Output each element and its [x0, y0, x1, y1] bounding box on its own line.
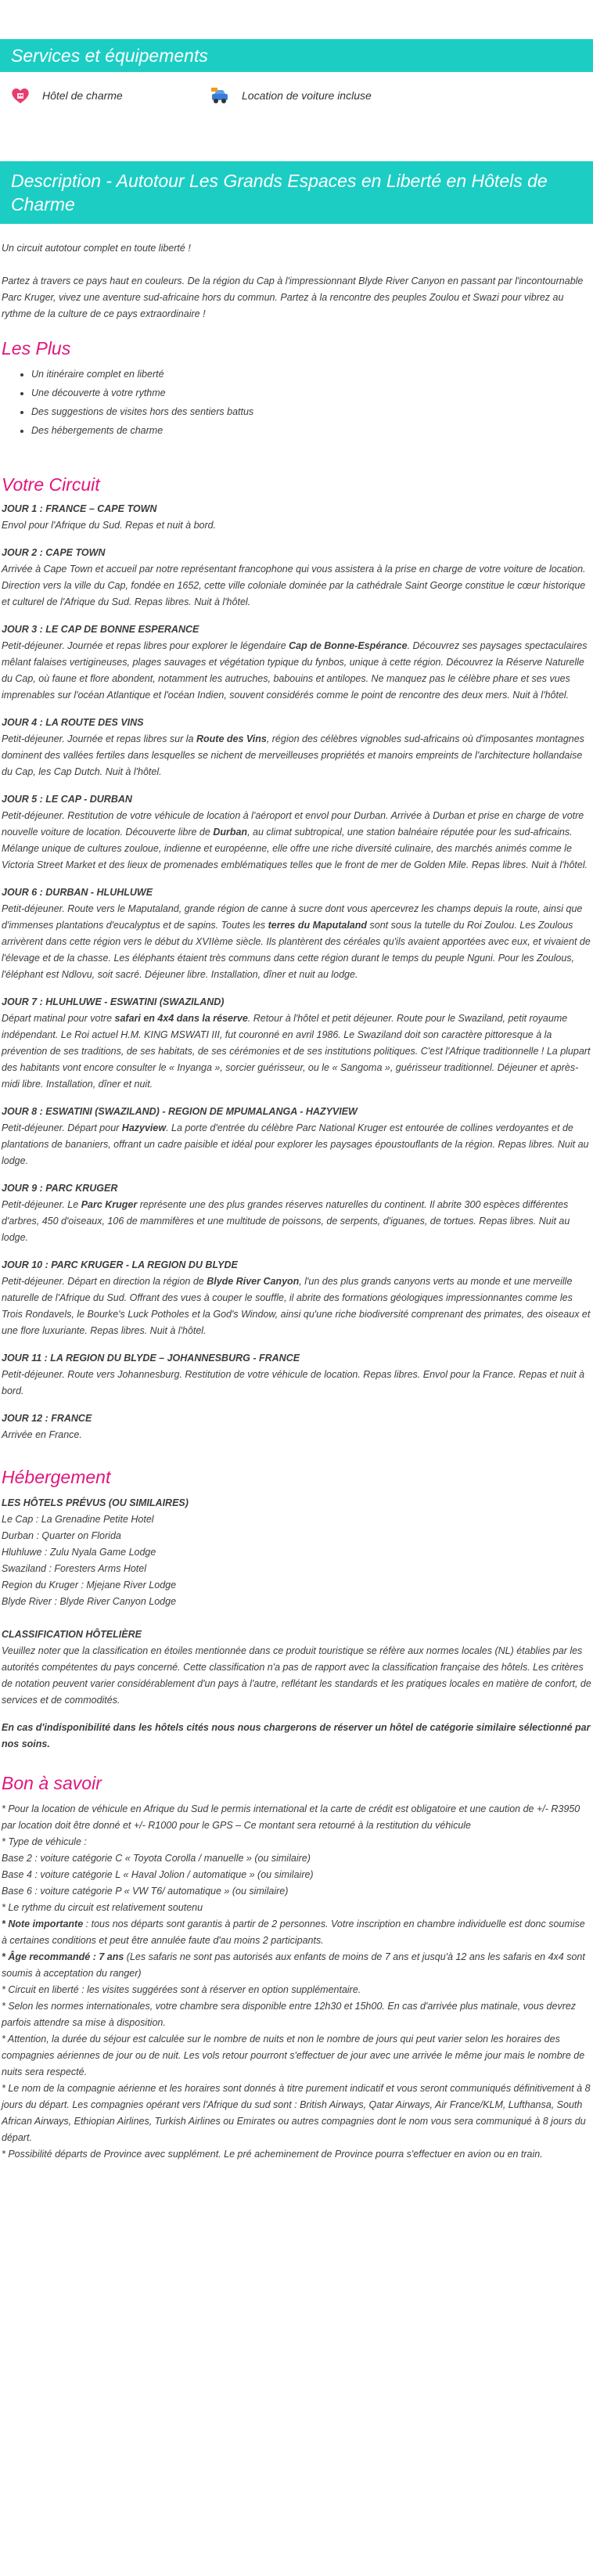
day-title: JOUR 4 : LA ROUTE DES VINS: [2, 717, 144, 728]
day-title: JOUR 5 : LE CAP - DURBAN: [2, 794, 132, 805]
day-title: JOUR 9 : PARC KRUGER: [2, 1183, 118, 1194]
day-text: Petit-déjeuner. Journée et repas libres sur la Route des Vins, région des célèbres vignobles sud-africains où d'imposantes montagnes dominent des vallées fertiles dans lesquelles se nichent de merveilleuses propriétés et manoirs empreints de l'architecture hollandaise du Cap, les Cap Dutch. Nuit à l'hôtel.: [2, 733, 584, 777]
day-title: JOUR 6 : DURBAN - HLUHLUWE: [2, 887, 153, 898]
service-label: Hôtel de charme: [42, 88, 123, 102]
day-title: JOUR 7 : HLUHLUWE - ESWATINI (SWAZILAND): [2, 996, 225, 1007]
day-block: [2, 791, 591, 874]
plus-title: Les Plus: [2, 338, 71, 358]
hotel-line: Le Cap : La Grenadine Petite Hotel: [2, 1514, 154, 1525]
day-block: [2, 715, 591, 780]
info-line: * Âge recommandé : 7 ans (Les safaris ne sont pas autorisés aux enfants de moins de 7 ans et jusqu'à 12 ans les safaris en 4x4 sont soumis à acceptation du ranger): [2, 1951, 585, 1979]
hotel-line: Durban : Quarter on Florida: [2, 1530, 121, 1541]
hotel-line: Region du Kruger : Mjejane River Lodge: [2, 1580, 177, 1591]
hotels-title: LES HÔTELS PRÉVUS (OU SIMILAIRES): [2, 1497, 189, 1508]
circuit-title: Votre Circuit: [2, 474, 100, 495]
hotel-line: Hluhluwe : Zulu Nyala Game Lodge: [2, 1547, 156, 1558]
info-line: * Note importante : tous nos départs sont garantis à partir de 2 personnes. Votre inscription en chambre individuelle est donc soumise à certaines conditions et peut être annulée faute d'au moins 2 participants.: [2, 1918, 585, 1946]
day-text: Arrivée à Cape Town et accueil par notre représentant francophone qui vous assistera à la prise en charge de votre voiture de location. Direction vers la ville du Cap, fondée en 1652, cette ville coloniale dominée par la cathédrale Saint George constitue le cœur historique et culturel de l'Afrique du Sud. Repas libres. Nuit à l'hôtel.: [2, 564, 586, 607]
info-line: * Circuit en liberté : les visites suggérées sont à réserver en option supplémentaire.: [2, 1984, 361, 1995]
day-title: JOUR 8 : ESWATINI (SWAZILAND) - REGION DE MPUMALANGA - HAZYVIEW: [2, 1106, 358, 1117]
day-block: [2, 1180, 591, 1246]
day-text: Arrivée en France.: [2, 1429, 82, 1440]
day-block: [2, 994, 591, 1093]
bon-a-savoir-title: Bon à savoir: [2, 1773, 102, 1793]
day-text: Petit-déjeuner. Le Parc Kruger représente une des plus grandes réserves naturelles du continent. Il abrite 300 espèces différentes d'arbres, 450 d'oiseaux, 106 de mammifères et une multitude de poissons, de serpents, d'iguanes, de tortues. Repas libres. Nuit au lodge.: [2, 1199, 570, 1243]
day-block: [2, 1410, 591, 1443]
day-block: [2, 545, 591, 611]
service-label: Location de voiture incluse: [242, 88, 372, 102]
hotel-line: Blyde River : Blyde River Canyon Lodge: [2, 1596, 177, 1607]
info-line: * Attention, la durée du séjour est calculée sur le nombre de nuits et non le nombre de jours qui peut varier selon les horaires des compagnies aériennes de jour ou de nuit. Les vols retour pourront s'effectuer de jour avec une arrivée le même jour mais le nombre de nuits sera respecté.: [2, 2034, 585, 2077]
list-item: • Un itinéraire complet en liberté: [31, 365, 591, 384]
info-line: Base 4 : voiture catégorie L « Haval Jolion / automatique » (ou similaire): [2, 1869, 314, 1880]
day-title: JOUR 3 : LE CAP DE BONNE ESPERANCE: [2, 624, 199, 635]
car-rental-icon: [209, 85, 231, 106]
day-block: [2, 884, 591, 983]
service-item: [209, 85, 408, 106]
list-item: • Une découverte à votre rythme: [31, 384, 591, 402]
description-body: Partez à travers ce pays haut en couleurs. De la région du Cap à l'impressionnant Blyde River Canyon en passant par l'incontournable Parc Kruger, vivez une aventure sud-africaine hors du commun. Partez à la rencontre des peuples Zoulou et Swazi pour vibrez au rythme de la culture de ce pays extraordinaire !: [2, 276, 584, 319]
info-line: * Le nom de la compagnie aérienne et les horaires sont donnés à titre purement indicatif et vous seront communiqués définitivement à 8 jours du départ. Les compagnies opérant vers l'Afrique du sud sont : British Airways, Qatar Airways, Air France/KLM, Lufthansa, South African Airways, Ethiopian Airlines, Turkish Airlines ou Emirates ou autres compagnies dont le nom vous sera communiqué à 8 jours du départ.: [2, 2083, 591, 2143]
bon-a-savoir-list: [2, 1801, 591, 2163]
day-text: Petit-déjeuner. Départ en direction la région de Blyde River Canyon, l'un des plus grands canyons verts au monde et une merveille naturelle de l'Afrique du Sud. Offrant des vues à couper le souffle, il abrite des formations géologiques impressionnantes comme les Trois Rondavels, le Bourke's Luck Potholes et la God's Window, ainsi qu'une riche biodiversité comprenant des primates, des oiseaux et une flore luxuriante. Repas libres. Nuit à l'hôtel.: [2, 1276, 591, 1336]
services-list: [0, 72, 593, 119]
info-line: * Selon les normes internationales, votre chambre sera disponible entre 12h30 et 15h00. En cas d'arrivée plus matinale, vous devrez parfois attendre sa mise à disposition.: [2, 2001, 577, 2028]
info-line: Base 6 : voiture catégorie P « VW T6/ automatique » (ou similaire): [2, 1886, 289, 1897]
day-text: Petit-déjeuner. Restitution de votre véhicule de location à l'aéroport et envol pour Durban. Arrivée à Durban et prise en charge de votre nouvelle voiture de location. Découverte libre de Durban, au climat subtropical, une station balnéaire réputée pour les sud-africains. Mélange unique de cultures zouloue, indienne et européenne, elle offre une riche diversité culinaire, des marchés animés comme le Victoria Street Market et des lieux de promenades emblématiques telles que le front de mer de Golden Mile. Repas libres. Nuit à l'hôtel.: [2, 810, 588, 870]
services-title: Services et équipements: [0, 39, 593, 72]
info-line: Base 2 : voiture catégorie C « Toyota Corolla / manuelle » (ou similaire): [2, 1853, 311, 1864]
list-item: • Des hébergements de charme: [31, 421, 591, 440]
classification-title: CLASSIFICATION HÔTELIÈRE: [2, 1629, 142, 1640]
hebergement-title: Hébergement: [2, 1467, 111, 1487]
info-line: * Type de véhicule :: [2, 1836, 87, 1847]
hotel-line: Swaziland : Foresters Arms Hotel: [2, 1563, 147, 1574]
service-item: [9, 85, 209, 106]
classification-text: Veuillez noter que la classification en étoiles mentionnée dans ce produit touristique se réfère aux normes locales (NL) établies par les autorités compétentes du pays concerné. Cette classification n'a pas de rapport avec la classification française des hôtels. Les critères de notation peuvent varier considérablement d'un pays à l'autre, reflétant les standards et les pratiques locales en matière de confort, de services et de commodités.: [2, 1645, 591, 1706]
day-block: [2, 1350, 591, 1400]
info-line: * Possibilité départs de Province avec supplément. Le pré acheminement de Province pourra s'effectuer en avion ou en train.: [2, 2149, 543, 2160]
day-text: Petit-déjeuner. Départ pour Hazyview. La porte d'entrée du célèbre Parc National Kruger est entourée de collines verdoyantes et de plantations de bananiers, offrant un cadre paisible et idéal pour explorer les paysages époustouflants de la région. Repas libres. Nuit au lodge.: [2, 1122, 589, 1166]
day-title: JOUR 1 : FRANCE – CAPE TOWN: [2, 503, 157, 514]
availability-note: En cas d'indisponibilité dans les hôtels cités nous nous chargerons de réserver un hôtel de catégorie similaire sélectionné par nos soins.: [2, 1722, 591, 1749]
day-block: [2, 501, 591, 534]
main-content: [0, 224, 593, 2163]
description-intro: Un circuit autotour complet en toute liberté !: [2, 243, 191, 254]
info-line: * Pour la location de véhicule en Afrique du Sud le permis international et la carte de crédit est obligatoire et une caution de +/- R3950 par location doit être donné et +/- R1000 pour le GPS – Ce montant sera retourné à la restitution du véhicule: [2, 1803, 580, 1831]
day-text: Petit-déjeuner. Route vers Johannesburg. Restitution de votre véhicule de location. Repas libres. Envol pour la France. Repas et nuit à bord.: [2, 1369, 585, 1396]
day-title: JOUR 2 : CAPE TOWN: [2, 547, 106, 558]
heart-hotel-icon: [9, 85, 31, 106]
day-text: Départ matinal pour votre safari en 4x4 dans la réserve. Retour à l'hôtel et petit déjeuner. Route pour le Swaziland, petit royaume indépendant. Le Roi actuel H.M. KING MSWATI III, fut couronné en avril 1986. Le Swaziland doit son caractère pittoresque à la prévention de ses traditions, de ses habitats, de ses cérémonies et de ses institutions politiques. C'est l'Afrique traditionnelle ! La plupart des habitants vont encore consulter le « Inyanga », sorcier guérisseur, ou le « Sangoma », guérisseur traditionnel. Déjeuner et après-midi libre. Installation, dîner et nuit.: [2, 1013, 591, 1090]
day-text: Petit-déjeuner. Route vers le Maputaland, grande région de canne à sucre dont vous apercevrez les champs depuis la route, ainsi que d'immenses plantations d'eucalyptus et de sapins. Toutes les terres du Maputaland sont sous la tutelle du Roi Zoulou. Les Zoulous arrivèrent dans cette région vers le début du XVIIème siècle. Ils plantèrent des céréales qu'ils avaient apportées avec eux, et vivaient de l'élevage et de la chasse. Les éléphants étaient très communs dans cette région durant le temps du peuple Nguni. Pour les Zoulous, l'éléphant est Ndlovu, soit sacré. Déjeuner libre. Installation, dîner et nuit au lodge.: [2, 903, 591, 980]
day-title: JOUR 12 : FRANCE: [2, 1413, 92, 1424]
info-line: * Le rythme du circuit est relativement soutenu: [2, 1902, 203, 1913]
plus-list: [2, 365, 591, 440]
day-block: [2, 1104, 591, 1169]
day-title: JOUR 11 : LA REGION DU BLYDE – JOHANNESBURG - FRANCE: [2, 1353, 300, 1364]
day-block: [2, 1257, 591, 1339]
day-block: [2, 621, 591, 704]
day-title: JOUR 10 : PARC KRUGER - LA REGION DU BLYDE: [2, 1259, 238, 1270]
day-text: Petit-déjeuner. Journée et repas libres pour explorer le légendaire Cap de Bonne-Espérance. Découvrez ses paysages spectaculaires mêlant falaises vertigineuses, plages sauvages et végétation typique du fynbos, unique à cette région. Découvrez la Réserve Naturelle du Cap, où faune et flore abondent, notamment les autruches, babouins et antilopes. Ne manquez pas le célèbre phare et ses vues imprenables sur l'océan Atlantique et l'océan Indien, souvent considérés comme le point de rencontre des deux mers. Nuit à l'hôtel.: [2, 640, 588, 701]
description-title: Description - Autotour Les Grands Espaces en Liberté en Hôtels de Charme: [0, 161, 593, 224]
list-item: • Des suggestions de visites hors des sentiers battus: [31, 402, 591, 421]
day-text: Envol pour l'Afrique du Sud. Repas et nuit à bord.: [2, 520, 217, 531]
